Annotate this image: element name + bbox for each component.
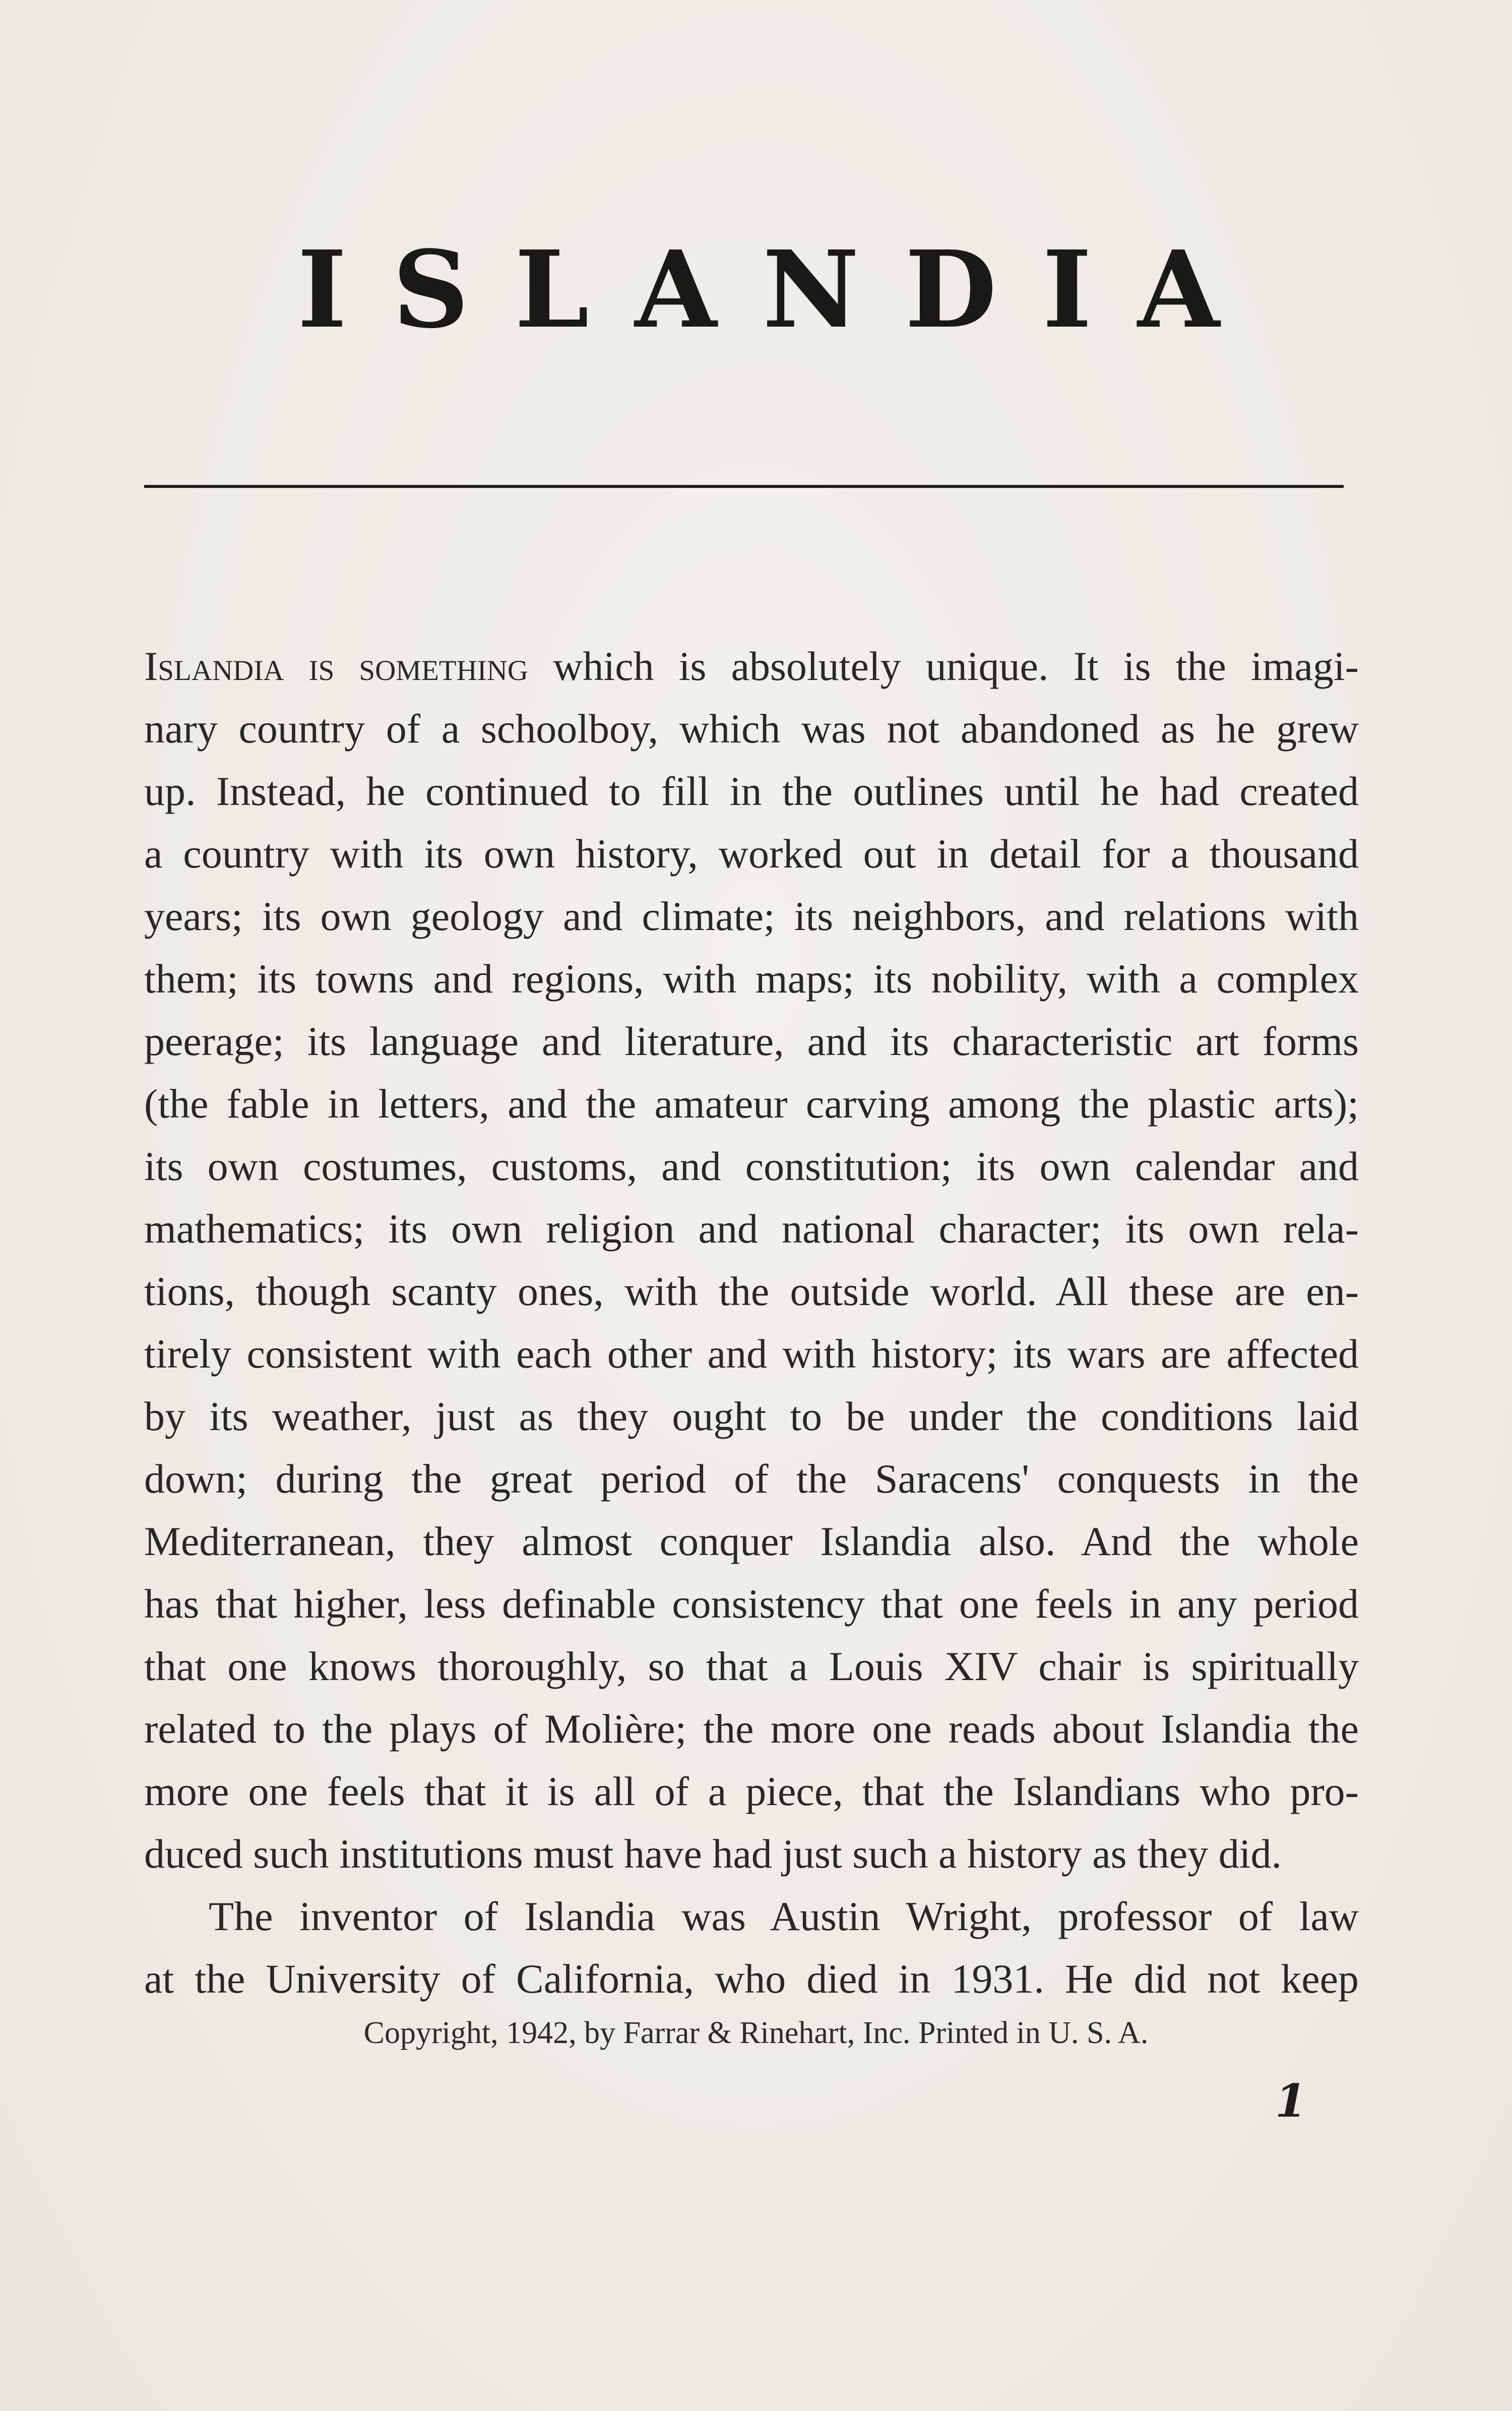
text-line: duced such institutions must have had just such a history as they did. [144,1831,1282,1877]
title-letter: D [905,227,997,352]
text-line: down; during the great period of the Saracens' conquests in the [144,1456,1359,1502]
text-line: a country with its own history, worked out in detail for a thousand [144,831,1359,877]
text-line: that one knows thoroughly, so that a Louis XIV chair is spiritually [144,1643,1359,1689]
title-rule [144,485,1344,488]
text-line: The inventor of Islandia was Austin Wright, professor of law [209,1893,1359,1939]
copyright-notice: Copyright, 1942, by Farrar & Rinehart, Inc. Printed in U. S. A. [363,2016,1149,2050]
text-line: tirely consistent with each other and with history; its wars are affected [144,1331,1359,1377]
text-line: related to the plays of Molière; the more one reads about Islandia the [144,1706,1359,1752]
page-number: 1 [1275,2074,1307,2128]
title-letter: L [515,227,589,352]
text-line: at the University of California, who died in 1931. He did not keep [144,1956,1359,2002]
text-line: by its weather, just as they ought to be under the conditions laid [144,1393,1359,1439]
text-line: has that higher, less definable consistency that one feels in any period [144,1581,1359,1627]
text-line: them; its towns and regions, with maps; its nobility, with a complex [144,956,1359,1002]
title-letter: I [297,227,347,352]
title-letter: S [392,227,469,352]
title-letter: N [762,227,859,352]
text-line: more one feels that it is all of a piece, that the Islandians who pro- [144,1768,1359,1814]
text-line: tions, though scanty ones, with the outside world. All these are en- [144,1268,1359,1314]
text-line: (the fable in letters, and the amateur carving among the plastic arts); [144,1081,1359,1127]
text-line: years; its own geology and climate; its neighbors, and relations with [144,893,1359,939]
title-letter: A [635,227,717,352]
text-line: peerage; its language and literature, and its characteristic art forms [144,1018,1359,1064]
text-line-content: which is absolutely unique. It is the imagi- [528,643,1359,689]
body-text [144,635,1359,2010]
text-line: mathematics; its own religion and national character; its own rela- [144,1206,1359,1252]
text-line: nary country of a schoolboy, which was not abandoned as he grew [144,706,1359,752]
text-line [144,635,1359,698]
text-line: its own costumes, customs, and constitution; its own calendar and [144,1143,1359,1189]
page-title [297,227,1220,352]
lead-in: Islandia is something [144,643,529,689]
text-line: Mediterranean, they almost conquer Islandia also. And the whole [144,1518,1359,1564]
title-letter: A [1138,227,1220,352]
text-line: up. Instead, he continued to fill in the outlines until he had created [144,768,1359,814]
title-letter: I [1042,227,1092,352]
